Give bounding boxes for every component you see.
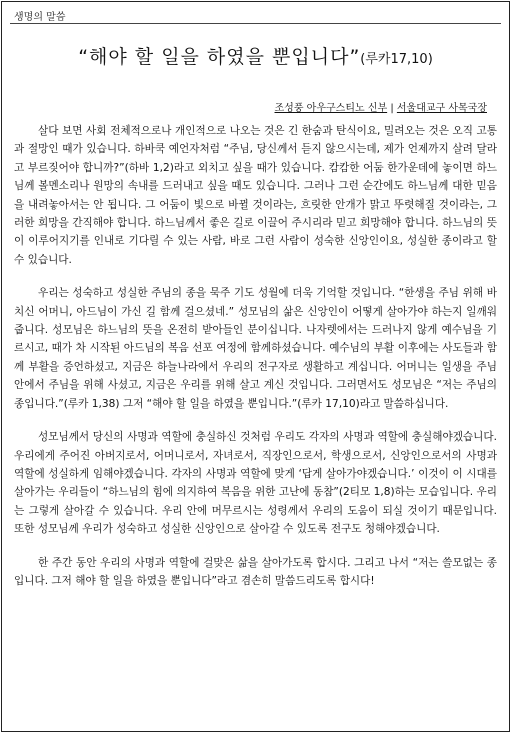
document-page	[1, 1, 510, 732]
title-block	[2, 42, 509, 69]
paragraph: 우리는 성숙하고 성실한 주님의 종을 묵주 기도 성월에 더욱 기억할 것입니다. “한생을 주님 위해 바치신 어머니, 아드님이 가신 길 함께 걸으셨네.” 성모님의 삶은 신앙인이 어떻게 살아가야 하는지 일깨워 줍니다. 성모님은 하느님의 뜻을 온전히 받아들인 분이십니다. 나자렛에서는 드러나지 않게 예수님을 기르시고, 때가 차 시작된 아드님의 복음 선포 여정에 함께하셨습니다. 예수님의 부활 이후에는 사도들과 함께 부활을 증언하셨고, 지금은 하늘나라에서 우리의 전구자로 생활하고 계십니다. 어머니는 일생을 주님 안에서 주님을 위해 사셨고, 지금은 우리를 위해 살고 계신 것입니다. 그러면서도 성모님은 “저는 주님의 종입니다.”(루카 1,38) 그저 “해야 할 일을 하였을 뿐입니다.”(루카 17,10)라고 말씀하십니다.	[14, 287, 497, 410]
author-separator: |	[387, 103, 397, 114]
paragraph: 한 주간 동안 우리의 사명과 역할에 걸맞은 삶을 살아가도록 합시다. 그리고 나서 “저는 쓸모없는 종입니다. 그저 해야 할 일을 하였을 뿐입니다”라고 겸손히 말씀드리도록 합시다!	[14, 556, 497, 587]
header-label: 생명의 말씀	[14, 12, 66, 23]
paragraph: 성모님께서 당신의 사명과 역할에 충실하신 것처럼 우리도 각자의 사명과 역할에 충실해야겠습니다. 우리에게 주어진 아버지로서, 어머니로서, 자녀로서, 직장인으로서, 학생으로서, 신앙인으로서의 사명과 역할에 성실하게 임해야겠습니다. 각자의 사명과 역할에 맞게 ‘답게 살아가야겠습니다.’ 이것이 이 시대를 살아가는 우리들이 “하느님의 힘에 의지하여 복음을 위한 고난에 동참”(2티모 1,8)하는 모습입니다. 우리는 그렇게 살아갈 수 있습니다. 우리 안에 머무르시는 성령께서 우리의 도움이 되실 것이기 때문입니다. 또한 성모님께 우리가 성숙하고 성실한 신앙인으로 살아갈 수 있도록 전구도 청해야겠습니다.	[14, 431, 497, 536]
page-title: “해야 할 일을 하였을 뿐입니다”	[78, 46, 361, 68]
header-divider	[10, 23, 501, 24]
article-body	[14, 122, 497, 605]
author-name: 조성풍 아우구스티노 신부	[274, 103, 388, 114]
title-reference: (루카17,10)	[360, 52, 433, 67]
paragraph: 살다 보면 사회 전체적으로나 개인적으로 나오는 것은 긴 한숨과 탄식이요, 밀려오는 것은 오직 고통과 절망인 때가 있습니다. 하바쿡 예언자처럼 “주님, 당신께서 듣지 않으시는데, 제가 언제까지 살려 달라고 부르짖어야 합니까?”(하바 1,2)라고 외치고 싶을 때가 있습니다. 캄캄한 어둠 한가운데에 놓이면 하느님께 볼멘소리나 원망의 속내를 드러내고 싶을 때도 있습니다. 그러나 그런 순간에도 하느님께 대한 믿음을 내려놓아서는 안 됩니다. 그 어둠이 빛으로 바뀔 것이라는, 흐릿한 안개가 맑고 뚜렷해질 것이라는, 그러한 희망을 간직해야 합니다. 하느님께서 좋은 길로 이끌어 주시리라 믿고 희망해야 합니다. 하느님의 뜻이 이루어지기를 인내로 기다릴 수 있는 사람, 바로 그런 사람이 성숙한 신앙인이요, 성실한 종이라고 할 수 있습니다.	[14, 125, 497, 266]
author-role: 서울대교구 사목국장	[396, 103, 487, 114]
author-line	[275, 99, 487, 114]
